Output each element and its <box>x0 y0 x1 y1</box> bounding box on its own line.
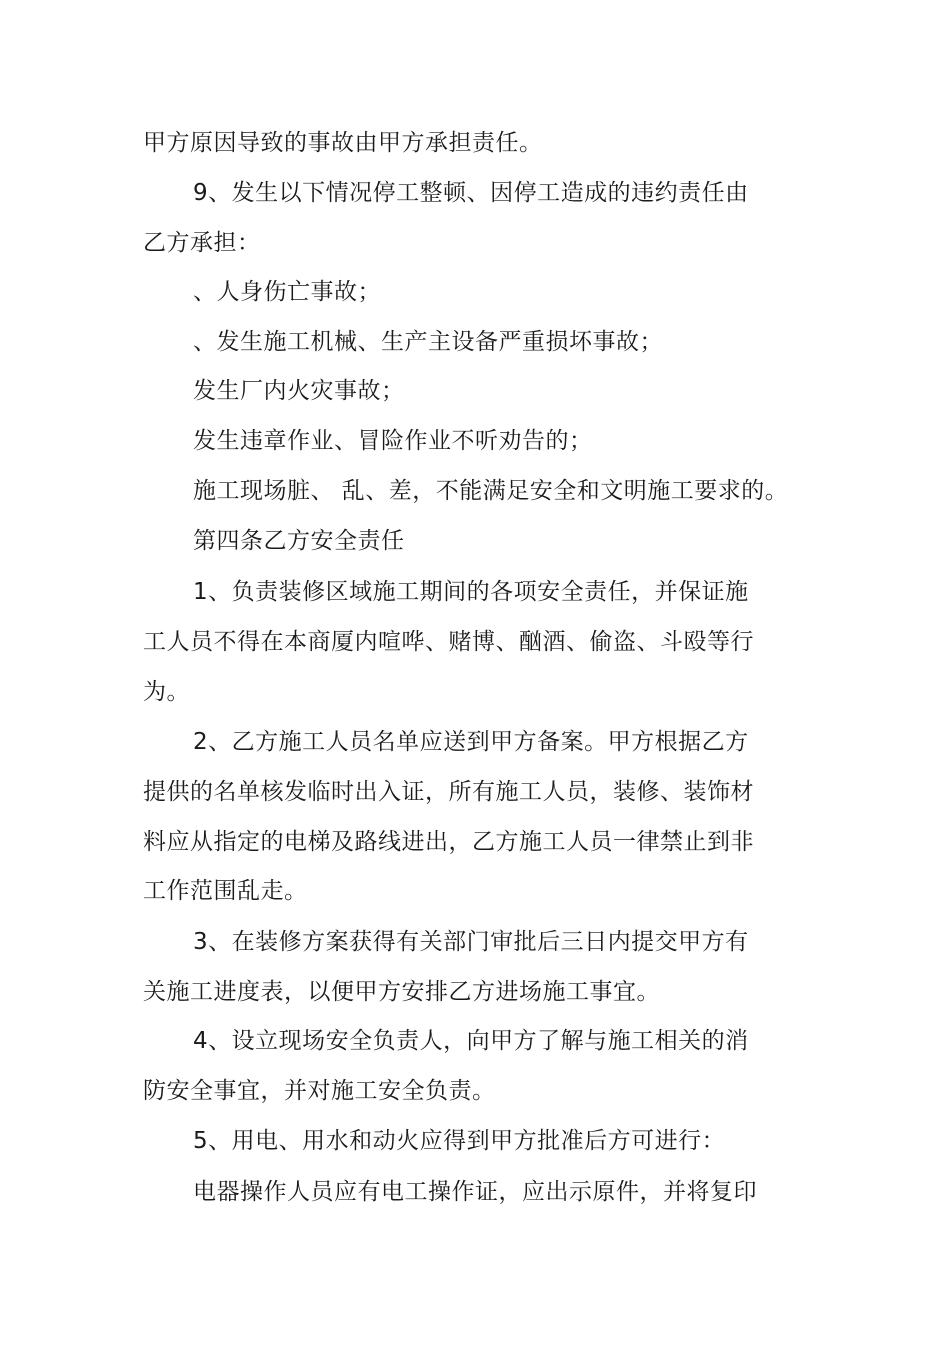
text-line: 1、负责装修区域施工期间的各项安全责任，并保证施 <box>193 579 749 605</box>
text-line: 电器操作人员应有电工操作证，应出示原件，并将复印 <box>193 1179 757 1205</box>
text-line: 5、用电、用水和动火应得到甲方批准后方可进行： <box>193 1128 726 1154</box>
text-line: 3、在装修方案获得有关部门审批后三日内提交甲方有 <box>193 929 749 955</box>
text-line: 料应从指定的电梯及路线进出，乙方施工人员一律禁止到非 <box>143 829 754 855</box>
text-line: 为。 <box>143 679 190 705</box>
text-line: 防安全事宜，并对施工安全负责。 <box>143 1078 496 1104</box>
text-line: 、发生施工机械、生产主设备严重损坏事故； <box>193 329 663 355</box>
text-line: 甲方原因导致的事故由甲方承担责任。 <box>143 130 543 156</box>
text-line: 工人员不得在本商厦内喧哗、赌博、酗酒、偷盗、斗殴等行 <box>143 629 754 655</box>
text-line: 、人身伤亡事故； <box>193 279 381 305</box>
section-heading: 第四条乙方安全责任 <box>193 528 405 554</box>
text-line: 施工现场脏、 乱、差，不能满足安全和文明施工要求的。 <box>193 478 789 504</box>
text-line: 4、设立现场安全负责人，向甲方了解与施工相关的消 <box>193 1028 749 1054</box>
text-line: 发生违章作业、冒险作业不听劝告的； <box>193 428 593 454</box>
text-line: 关施工进度表，以便甲方安排乙方进场施工事宜。 <box>143 979 660 1005</box>
text-line: 发生厂内火灾事故； <box>193 378 405 404</box>
text-line: 9、发生以下情况停工整顿、因停工造成的违约责任由 <box>193 180 749 206</box>
text-line: 工作范围乱走。 <box>143 878 308 904</box>
text-line: 提供的名单核发临时出入证，所有施工人员，装修、装饰材 <box>143 779 754 805</box>
text-line: 乙方承担： <box>143 230 261 256</box>
text-line: 2、乙方施工人员名单应送到甲方备案。甲方根据乙方 <box>193 729 749 755</box>
